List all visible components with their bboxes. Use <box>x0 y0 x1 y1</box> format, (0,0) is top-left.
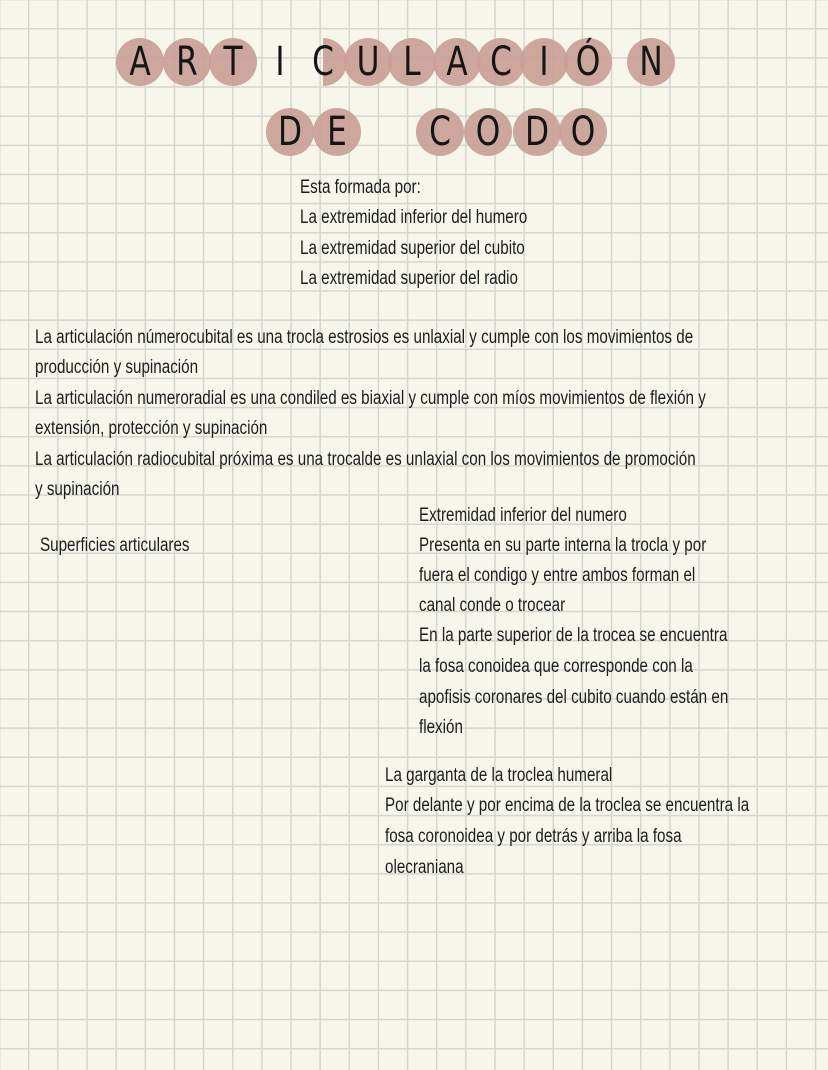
title-letter: T <box>223 39 243 85</box>
paragraph-line: producción y supinación <box>35 357 199 378</box>
note-line: En la parte superior de la trocea se encuentra <box>419 625 728 646</box>
composition-item: La extremidad inferior del humero <box>300 207 528 228</box>
title-letter: Ó <box>575 39 601 85</box>
note-line: la fosa conoidea que corresponde con la <box>419 656 693 677</box>
paragraph-line: La articulación radiocubital próxima es una trocalde es unlaxial con los movimientos de promoción <box>35 449 696 470</box>
paragraph-line: La articulación numeroradial es una condiled es biaxial y cumple con míos movimientos de flexión y <box>35 388 706 409</box>
note-line: canal conde o trocear <box>419 595 566 616</box>
composition-intro: Esta formada por: <box>300 177 421 198</box>
paragraph-line: extensión, protección y supinación <box>35 418 268 439</box>
humerus-heading: Extremidad inferior del numero <box>419 505 627 526</box>
title-letter: A <box>129 39 151 85</box>
note-line: olecraniana <box>385 857 464 878</box>
note-line: fosa coronoidea y por detrás y arriba la fosa <box>385 826 682 847</box>
title-letter: C <box>429 109 451 155</box>
note-line: fuera el condigo y entre ambos forman el <box>419 565 696 586</box>
title-letter: L <box>403 39 421 85</box>
title-letter: N <box>639 39 663 85</box>
title-letter: R <box>176 39 198 85</box>
composition-item: La extremidad superior del radio <box>300 268 518 289</box>
title-letter: A <box>446 39 468 85</box>
title-letter: I <box>539 39 549 85</box>
title-letter: D <box>277 109 303 155</box>
title-letter: I <box>275 39 285 85</box>
paragraph-line: La articulación númerocubital es una trocla estrosios es unlaxial y cumple con los movimientos de <box>35 327 694 348</box>
note-line: apofisis coronares del cubito cuando están en <box>419 687 729 708</box>
composition-item: La extremidad superior del cubito <box>300 238 525 259</box>
title-letter: E <box>327 109 347 155</box>
title-letter: O <box>570 109 596 155</box>
paragraph-line: y supinación <box>35 479 120 500</box>
title-letter: U <box>356 39 380 85</box>
note-line: flexión <box>419 717 463 738</box>
note-line: Presenta en su parte interna la trocla y por <box>419 535 707 556</box>
trochlea-heading: La garganta de la troclea humeral <box>385 765 613 786</box>
title-letter: C <box>490 39 512 85</box>
surfaces-label: Superficies articulares <box>40 535 190 556</box>
title-letter: C <box>312 39 334 85</box>
title-letter: D <box>524 109 550 155</box>
title-letter: O <box>475 109 501 155</box>
note-line: Por delante y por encima de la troclea se encuentra la <box>385 795 750 816</box>
